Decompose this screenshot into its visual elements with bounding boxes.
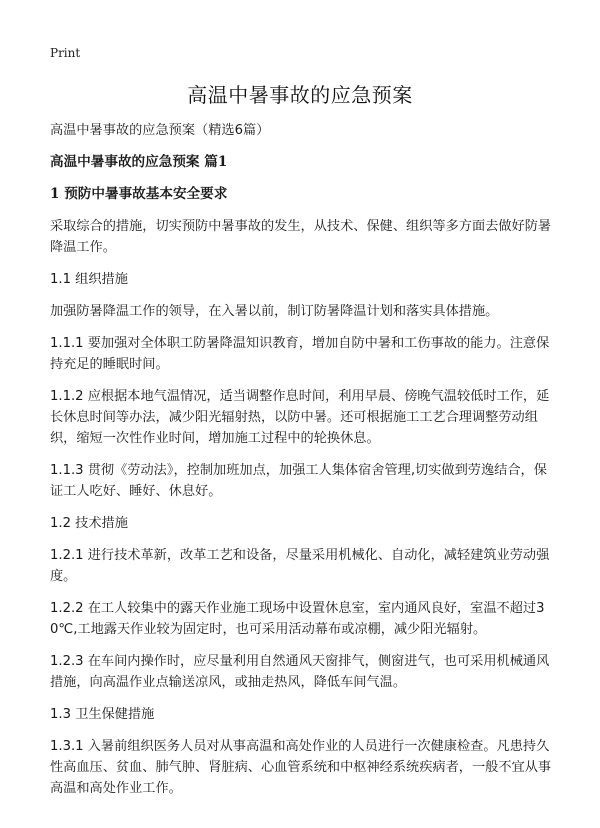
subsection-heading: 1.2 技术措施	[50, 516, 128, 531]
paragraph: 1.3.1 入暑前组织医务人员对从事高温和高处作业的人员进行一次健康检查。凡患持久性高血压、贫血、肺气肿、肾脏病、心血管系统和中枢神经系统疾病者，一般不宜从事高温和高处作业工作。	[50, 739, 552, 796]
print-link[interactable]: Print	[50, 46, 81, 60]
document-body	[50, 120, 552, 810]
paragraph: 1.2.3 在车间内操作时，应尽量利用自然通风天窗排气，侧窗进气，也可采用机械通风措施，向高温作业点输送凉风，或抽走热风，降低车间气温。	[50, 654, 550, 690]
subsection-heading: 1.1 组织措施	[50, 272, 128, 287]
document-subtitle: 高温中暑事故的应急预案（精选6篇）	[50, 123, 270, 138]
paragraph: 1.2.2 在工人较集中的露天作业施工现场中设置休息室，室内通风良好，室温不超过30℃,工地露天作业较为固定时，也可采用活动幕布或凉棚，减少阳光辐射。	[50, 601, 545, 637]
section-heading: 1 预防中暑事故基本安全要求	[50, 186, 228, 202]
document-title: 高温中暑事故的应急预案	[187, 83, 413, 107]
paragraph: 采取综合的措施，切实预防中暑事故的发生，从技术、保健、组织等多方面去做好防暑降温工作。	[50, 219, 552, 255]
paragraph: 1.1.1 要加强对全体职工防暑降温知识教育，增加自防中暑和工伤事故的能力。注意保持充足的睡眠时间。	[50, 336, 550, 372]
subsection-heading: 1.3 卫生保健措施	[50, 707, 155, 722]
part-heading: 高温中暑事故的应急预案 篇1	[50, 154, 228, 170]
paragraph: 1.1.3 贯彻《劳动法》，控制加班加点，加强工人集体宿舍管理,切实做到劳逸结合，保证工人吃好、睡好、休息好。	[50, 463, 547, 499]
paragraph: 1.1.2 应根据本地气温情况，适当调整作息时间，利用早晨、傍晚气温较低时工作，延长休息时间等办法，减少阳光辐射热，以防中暑。还可根据施工工艺合理调整劳动组织，缩短一次性作业时间，增加施工过程中的轮换休息。	[50, 389, 550, 446]
paragraph: 加强防暑降温工作的领导，在入暑以前，制订防暑降温计划和落实具体措施。	[50, 304, 499, 319]
paragraph: 1.2.1 进行技术革新，改革工艺和设备，尽量采用机械化、自动化，减轻建筑业劳动强度。	[50, 548, 550, 584]
